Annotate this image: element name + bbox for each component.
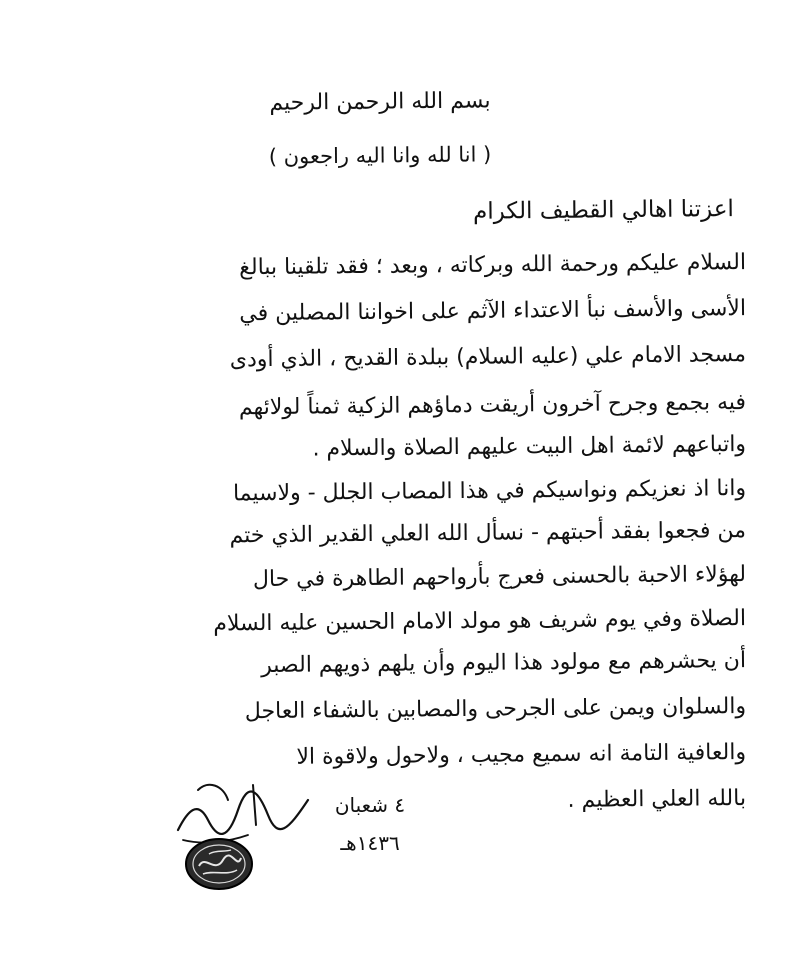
basmala: بسم الله الرحمن الرحيم (269, 88, 491, 116)
body-line-9: الصلاة وفي يوم شريف هو مولد الامام الحسين عليه السلام (213, 606, 747, 637)
body-line-1: السلام عليكم ورحمة الله وبركاته ، وبعد ؛ فقد تلقينا ببالغ (239, 250, 747, 281)
greeting-line: اعزتنا اهالي القطيف الكرام (473, 196, 735, 225)
date-day-month: ٤ شعبان (334, 793, 406, 817)
body-line-6: وانا اذ نعزيكم ونواسيكم في هذا المصاب الجلل - ولاسيما (232, 476, 747, 507)
body-line-3: مسجد الامام علي (عليه السلام) ببلدة القديح ، الذي أودى (229, 342, 747, 373)
body-line-5: واتباعهم لائمة اهل البيت عليهم الصلاة والسلام . (312, 432, 747, 462)
body-line-11: والسلوان ويمن على الجرحى والمصابين بالشفاء العاجل (244, 694, 747, 725)
date-year: ١٤٣٦هـ (340, 831, 400, 855)
date-block (300, 786, 440, 862)
seal-stamp (183, 836, 255, 892)
body-line-8: لهؤلاء الاحبة بالحسنى فعرج بأرواحهم الطاهرة في حال (252, 562, 747, 593)
body-line-10: أن يحشرهم مع مولود هذا اليوم وأن يلهم ذويهم الصبر (261, 648, 747, 679)
body-line-13: بالله العلي العظيم . (567, 786, 747, 813)
body-line-7: من فجعوا بفقد أحبتهم - نسأل الله العلي القدير الذي ختم (229, 518, 747, 549)
body-line-12: والعافية التامة انه سميع مجيب ، ولاحول ولاقوة الا (296, 740, 747, 770)
body-line-4: فيه بجمع وجرح آخرون أريقت دماؤهم الزكية ثمناً لولائهم (238, 390, 747, 421)
body-line-2: الأسى والأسف نبأ الاعتداء الآثم على اخواننا المصلين في (239, 296, 747, 327)
quranic-formula: ( انا لله وانا اليه راجعون ) (268, 142, 492, 169)
